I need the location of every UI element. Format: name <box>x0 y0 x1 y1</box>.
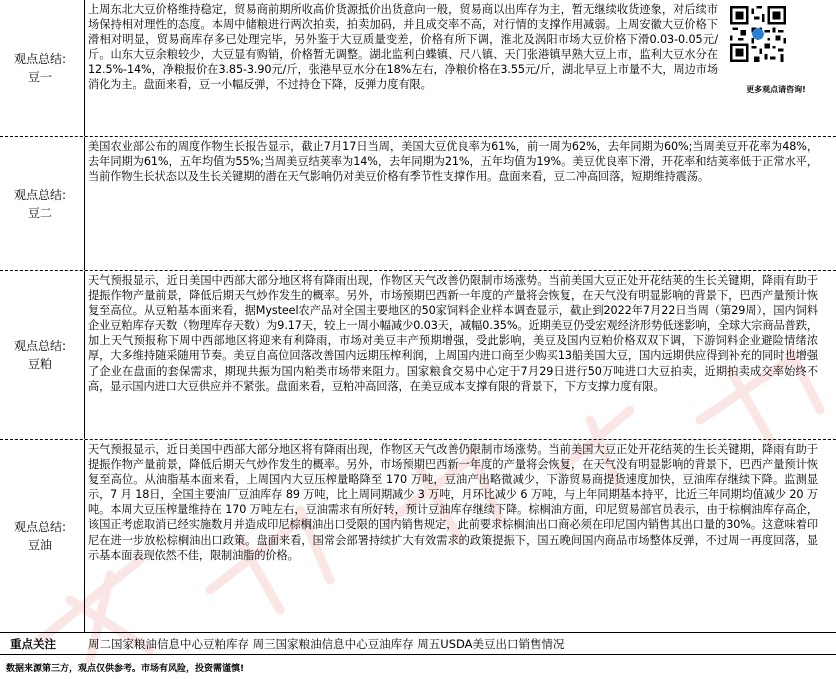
label-line2: 豆一 <box>27 70 52 84</box>
qr-caption: 更多观点请咨询! <box>746 85 806 94</box>
row-label <box>0 0 80 136</box>
row-content: 美国农业部公布的周度作物生长报告显示，截止7月17日当周，美国大豆优良率为61%，前一周为62%，去年同期为60%;当周美豆开花率为48%，去年同期为61%，五年均值为55%;当周美豆结荚率为14%，去年同期为21%，五年均值为19%。美豆优良率下滑，开花率和结荚率低于正常水平，当前作物生长状态以及生长关键期的潜在天气影响仍对美豆价格有季节性支撑作用。盘面来看，豆二冲高回落，短期维持震荡。 <box>88 140 818 184</box>
disclaimer: 数据来源第三方，观点仅供参考。市场有风险，投资需谨慎! <box>6 664 245 674</box>
focus-divider <box>0 632 836 633</box>
row-label <box>0 440 80 632</box>
qr-code-icon <box>730 6 786 62</box>
footer-divider <box>0 654 836 655</box>
column-divider <box>84 440 85 632</box>
row-douyi <box>0 0 836 136</box>
row-doupo <box>0 271 836 439</box>
row-douer <box>0 137 836 270</box>
column-divider <box>84 271 85 439</box>
label-line1: 观点总结: <box>13 520 67 534</box>
column-divider <box>84 137 85 270</box>
label-line2: 豆二 <box>27 205 52 220</box>
label-line2: 豆粕 <box>27 357 52 371</box>
focus-label: 重点关注 <box>10 637 56 651</box>
row-label <box>0 271 80 439</box>
row-douyou <box>0 440 836 632</box>
focus-text: 周二国家粮油信息中心豆粕库存 周三国家粮油信息中心豆油库存 周五USDA美豆出口销售情况 <box>88 637 565 651</box>
column-divider <box>84 0 85 136</box>
row-content: 上周东北大豆价格维持稳定，贸易商前期所收高价货源抵价出货意向一般，贸易商以出库存为主，暂无继续收货迹象，对后续市场保持相对理性的态度。本周中储粮进行两次拍卖，拍卖加码，并且成交率不高，对行情的支撑作用减弱。上周安徽大豆价格下滑相对明显，贸易商库存多已处理完毕，另外鉴于大豆质量变差，价格有所下调，淮北及涡阳市场大豆价格下滑0.03-0.05元/斤。山东大豆余粮较少，大豆显有购销，价格暂无调整。湖北监利白蝶镇、尺八镇、天门张港镇早熟大豆上市，监利大豆水分在12.5%-14%，净粮报价在3.85-3.90元/斤，张港早豆水分在18%左右，净粮价格在3.55元/斤，湖北早豆上市量不大，周边市场消化为主。盘面来看，豆一小幅反弹，不过持仓下降，反弹力度有限。 <box>88 3 718 92</box>
row-label <box>0 137 80 270</box>
label-line1: 观点总结: <box>13 187 67 202</box>
label-line2: 豆油 <box>27 538 52 552</box>
row-content: 天气预报显示，近日美国中西部大部分地区将有降雨出现，作物区天气改善仍限制市场涨势。当前美国大豆正处开花结荚的生长关键期，降雨有助于提振作物产量前景，降低后期天气炒作发生的概率。另外，市场预期巴西新一年度的产量将会恢复，在天气没有明显影响的背景下，巴西产量预计恢复至高位。从豆粕基本面来看，据Mysteel农产品对全国主要地区的50家饲料企业样本调查显示，截止到2022年7月22日当周（第29周），国内饲料企业豆粕库存天数（物理库存天数）为9.17天，较上一周小幅减少0.03天，减幅0.35%。近期美豆仍受宏观经济形势低迷影响，全球大宗商品普跌，加上天气预报称下周中西部地区将迎来有利降雨，市场对美豆丰产预期增强，受此影响，美豆及国内豆粕价格双双下调，下游饲料企业避险情绪浓厚，大多维持随采随用节奏。美豆自高位回落改善国内远期压榨利润，上周国内进口商至少购买13船美国大豆，国内远期供应得到补充的同时也增强了企业在盘面的套保需求，期现共振为国内粕类市场带来阻力。国家粮食交易中心定于7月29日进行50万吨进口大豆拍卖，近期拍卖成交率始终不高，显示国内进口大豆供应并不紧张。盘面来看，豆粕冲高回落，在美豆成本支撑有限的背景下，下方支撑力度有限。 <box>88 274 818 393</box>
row-content: 天气预报显示，近日美国中西部大部分地区将有降雨出现，作物区天气改善仍限制市场涨势。当前美国大豆正处开花结荚的生长关键期，降雨有助于提振作物产量前景，降低后期天气炒作发生的概率。另外，市场预期巴西新一年度的产量将会恢复，在天气没有明显影响的背景下，巴西产量预计恢复至高位。从油脂基本面来看，上周国内大豆压榨量略降至 170 万吨，豆油产出略微减少，下游贸易商提货速度加快，豆油库存继续下降。监测显示，7 月 18日，全国主要油厂豆油库存 89 万吨，比上周同期减少 3 万吨，月环比减少 6 万吨，与上年同期基本持平，比近三年同期均值减少 20 万吨。本周大豆压榨量维持在 170 万吨左右，豆油需求有所好转，预计豆油库存继续下降。棕榈油方面，印尼贸易部官员表示，由于棕榈油库存高企，该国正考虑取消已经实施数月并造成印尼棕榈油出口受限的国内销售规定，此前要求棕榈油出口商必须在印尼国内销售其出口量的30%。这意味着印尼在进一步放松棕榈油出口政策。盘面来看，国常会部署持续扩大有效需求的政策提振下，国五晚间国内商品市场整体反弹，不过周一再度回落，显示基本面表现依然不佳，限制油脂的价格。 <box>88 443 818 562</box>
label-line1: 观点总结: <box>13 52 67 66</box>
label-line1: 观点总结: <box>13 339 67 353</box>
